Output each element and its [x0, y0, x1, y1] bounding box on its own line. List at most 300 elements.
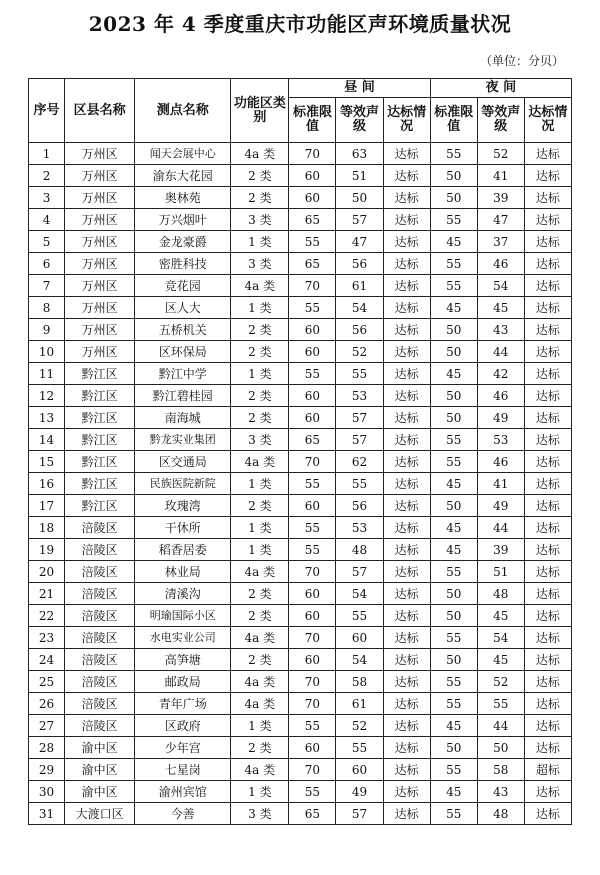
cell-zone-class: 3 类: [231, 209, 289, 231]
cell-day-eq-level: 49: [336, 781, 383, 803]
cell-day-status: 达标: [383, 583, 430, 605]
cell-day-status: 达标: [383, 605, 430, 627]
cell-night-std-limit: 55: [430, 561, 477, 583]
cell-zone-class: 2 类: [231, 341, 289, 363]
cell-zone-class: 4a 类: [231, 627, 289, 649]
table-row: [29, 627, 572, 649]
cell-zone-class: 1 类: [231, 539, 289, 561]
cell-no: 23: [29, 627, 65, 649]
cell-day-status: 达标: [383, 407, 430, 429]
cell-night-std-limit: 50: [430, 341, 477, 363]
cell-district: 万州区: [65, 165, 135, 187]
cell-day-eq-level: 60: [336, 627, 383, 649]
cell-night-std-limit: 50: [430, 583, 477, 605]
cell-day-eq-level: 57: [336, 209, 383, 231]
cell-night-std-limit: 45: [430, 473, 477, 495]
cell-site: 今善: [135, 803, 231, 825]
cell-night-status: 达标: [524, 209, 571, 231]
cell-no: 14: [29, 429, 65, 451]
cell-day-eq-level: 53: [336, 517, 383, 539]
table-row: [29, 693, 572, 715]
cell-day-std-limit: 60: [289, 605, 336, 627]
cell-night-status: 达标: [524, 473, 571, 495]
cell-no: 25: [29, 671, 65, 693]
cell-day-std-limit: 60: [289, 341, 336, 363]
cell-night-eq-level: 50: [477, 737, 524, 759]
cell-site: 明瑜国际小区: [135, 605, 231, 627]
cell-day-eq-level: 55: [336, 363, 383, 385]
cell-night-std-limit: 55: [430, 627, 477, 649]
cell-no: 30: [29, 781, 65, 803]
cell-day-status: 达标: [383, 363, 430, 385]
cell-site: 闻天会展中心: [135, 143, 231, 165]
cell-district: 涪陵区: [65, 649, 135, 671]
cell-zone-class: 3 类: [231, 429, 289, 451]
cell-no: 6: [29, 253, 65, 275]
cell-no: 31: [29, 803, 65, 825]
cell-day-status: 达标: [383, 671, 430, 693]
header-day-eq-level: 等效声级: [336, 98, 383, 143]
cell-day-eq-level: 52: [336, 341, 383, 363]
table-row: [29, 561, 572, 583]
cell-no: 2: [29, 165, 65, 187]
cell-night-eq-level: 39: [477, 187, 524, 209]
table-row: [29, 671, 572, 693]
cell-day-eq-level: 57: [336, 561, 383, 583]
cell-night-status: 达标: [524, 715, 571, 737]
cell-day-status: 达标: [383, 429, 430, 451]
header-zone-class: 功能区类别: [231, 79, 289, 143]
cell-no: 20: [29, 561, 65, 583]
cell-district: 黔江区: [65, 429, 135, 451]
cell-site: 七星岗: [135, 759, 231, 781]
cell-night-std-limit: 50: [430, 385, 477, 407]
cell-night-std-limit: 50: [430, 187, 477, 209]
cell-night-eq-level: 51: [477, 561, 524, 583]
cell-night-std-limit: 50: [430, 319, 477, 341]
cell-site: 清溪沟: [135, 583, 231, 605]
cell-night-status: 达标: [524, 539, 571, 561]
cell-night-std-limit: 45: [430, 363, 477, 385]
cell-no: 5: [29, 231, 65, 253]
cell-night-eq-level: 41: [477, 165, 524, 187]
cell-site: 稻香居委: [135, 539, 231, 561]
cell-site: 区政府: [135, 715, 231, 737]
cell-night-status: 达标: [524, 671, 571, 693]
cell-zone-class: 4a 类: [231, 561, 289, 583]
cell-day-status: 达标: [383, 473, 430, 495]
cell-day-std-limit: 65: [289, 429, 336, 451]
header-night-status: 达标情况: [524, 98, 571, 143]
cell-site: 区人大: [135, 297, 231, 319]
cell-night-std-limit: 55: [430, 253, 477, 275]
cell-no: 16: [29, 473, 65, 495]
cell-day-std-limit: 60: [289, 495, 336, 517]
cell-day-status: 达标: [383, 539, 430, 561]
cell-day-std-limit: 55: [289, 517, 336, 539]
cell-zone-class: 1 类: [231, 715, 289, 737]
cell-night-status: 达标: [524, 451, 571, 473]
table-row: [29, 495, 572, 517]
cell-day-status: 达标: [383, 517, 430, 539]
table-row: [29, 649, 572, 671]
cell-zone-class: 2 类: [231, 495, 289, 517]
cell-district: 黔江区: [65, 385, 135, 407]
cell-night-status: 达标: [524, 231, 571, 253]
cell-night-eq-level: 54: [477, 627, 524, 649]
cell-day-eq-level: 51: [336, 165, 383, 187]
cell-no: 10: [29, 341, 65, 363]
cell-no: 3: [29, 187, 65, 209]
table-row: [29, 473, 572, 495]
cell-zone-class: 4a 类: [231, 693, 289, 715]
cell-night-status: 达标: [524, 143, 571, 165]
header-district: 区县名称: [65, 79, 135, 143]
noise-quality-table: [28, 78, 572, 825]
cell-district: 万州区: [65, 231, 135, 253]
header-day-std-limit: 标准限值: [289, 98, 336, 143]
cell-district: 渝中区: [65, 781, 135, 803]
cell-day-eq-level: 54: [336, 583, 383, 605]
cell-district: 渝中区: [65, 737, 135, 759]
cell-day-std-limit: 60: [289, 319, 336, 341]
cell-day-std-limit: 55: [289, 297, 336, 319]
cell-site: 区交通局: [135, 451, 231, 473]
cell-night-eq-level: 46: [477, 253, 524, 275]
header-night: 夜 间: [430, 79, 571, 98]
cell-district: 万州区: [65, 297, 135, 319]
cell-night-eq-level: 48: [477, 583, 524, 605]
cell-no: 19: [29, 539, 65, 561]
cell-night-std-limit: 45: [430, 539, 477, 561]
cell-district: 万州区: [65, 275, 135, 297]
cell-day-eq-level: 61: [336, 693, 383, 715]
cell-day-std-limit: 55: [289, 363, 336, 385]
cell-zone-class: 4a 类: [231, 451, 289, 473]
cell-night-status: 达标: [524, 385, 571, 407]
cell-zone-class: 2 类: [231, 605, 289, 627]
cell-site: 万兴烟叶: [135, 209, 231, 231]
cell-day-eq-level: 52: [336, 715, 383, 737]
cell-zone-class: 2 类: [231, 187, 289, 209]
table-row: [29, 143, 572, 165]
cell-night-eq-level: 37: [477, 231, 524, 253]
cell-day-std-limit: 70: [289, 693, 336, 715]
cell-night-std-limit: 50: [430, 605, 477, 627]
cell-day-std-limit: 60: [289, 385, 336, 407]
header-no: 序号: [29, 79, 65, 143]
cell-day-std-limit: 65: [289, 209, 336, 231]
cell-no: 21: [29, 583, 65, 605]
cell-district: 涪陵区: [65, 583, 135, 605]
cell-site: 区环保局: [135, 341, 231, 363]
cell-site: 少年宫: [135, 737, 231, 759]
cell-day-std-limit: 55: [289, 781, 336, 803]
cell-site: 奥林苑: [135, 187, 231, 209]
cell-night-status: 达标: [524, 253, 571, 275]
cell-day-eq-level: 56: [336, 495, 383, 517]
cell-night-status: 达标: [524, 363, 571, 385]
cell-day-eq-level: 48: [336, 539, 383, 561]
cell-site: 渝州宾馆: [135, 781, 231, 803]
table-row: [29, 429, 572, 451]
cell-night-status: 达标: [524, 429, 571, 451]
cell-night-std-limit: 55: [430, 275, 477, 297]
cell-day-status: 达标: [383, 803, 430, 825]
cell-zone-class: 4a 类: [231, 143, 289, 165]
cell-night-eq-level: 58: [477, 759, 524, 781]
cell-night-status: 达标: [524, 517, 571, 539]
cell-site: 南海城: [135, 407, 231, 429]
cell-day-std-limit: 60: [289, 165, 336, 187]
cell-day-status: 达标: [383, 341, 430, 363]
table-row: [29, 319, 572, 341]
cell-no: 12: [29, 385, 65, 407]
cell-zone-class: 4a 类: [231, 275, 289, 297]
cell-no: 29: [29, 759, 65, 781]
cell-day-status: 达标: [383, 231, 430, 253]
cell-no: 26: [29, 693, 65, 715]
cell-night-eq-level: 46: [477, 385, 524, 407]
cell-district: 黔江区: [65, 451, 135, 473]
cell-district: 涪陵区: [65, 561, 135, 583]
cell-district: 涪陵区: [65, 517, 135, 539]
cell-day-std-limit: 70: [289, 671, 336, 693]
cell-district: 涪陵区: [65, 671, 135, 693]
cell-day-status: 达标: [383, 451, 430, 473]
cell-no: 4: [29, 209, 65, 231]
cell-day-std-limit: 70: [289, 759, 336, 781]
table-row: [29, 737, 572, 759]
cell-night-status: 达标: [524, 693, 571, 715]
cell-night-std-limit: 55: [430, 803, 477, 825]
cell-day-status: 达标: [383, 715, 430, 737]
cell-night-std-limit: 55: [430, 671, 477, 693]
cell-day-status: 达标: [383, 781, 430, 803]
cell-night-status: 达标: [524, 275, 571, 297]
cell-day-eq-level: 61: [336, 275, 383, 297]
cell-night-status: 达标: [524, 583, 571, 605]
cell-day-status: 达标: [383, 187, 430, 209]
cell-no: 27: [29, 715, 65, 737]
cell-day-std-limit: 70: [289, 451, 336, 473]
cell-night-eq-level: 49: [477, 407, 524, 429]
cell-day-eq-level: 57: [336, 803, 383, 825]
cell-night-eq-level: 55: [477, 693, 524, 715]
cell-night-std-limit: 45: [430, 715, 477, 737]
cell-day-std-limit: 60: [289, 737, 336, 759]
cell-day-status: 达标: [383, 209, 430, 231]
cell-district: 大渡口区: [65, 803, 135, 825]
cell-night-status: 达标: [524, 649, 571, 671]
cell-no: 11: [29, 363, 65, 385]
cell-district: 万州区: [65, 253, 135, 275]
cell-district: 黔江区: [65, 495, 135, 517]
cell-night-status: 达标: [524, 407, 571, 429]
cell-day-status: 达标: [383, 275, 430, 297]
cell-day-std-limit: 60: [289, 583, 336, 605]
cell-day-status: 达标: [383, 143, 430, 165]
cell-day-std-limit: 55: [289, 473, 336, 495]
cell-night-status: 达标: [524, 165, 571, 187]
cell-night-std-limit: 45: [430, 781, 477, 803]
cell-night-eq-level: 42: [477, 363, 524, 385]
cell-zone-class: 2 类: [231, 583, 289, 605]
cell-day-status: 达标: [383, 737, 430, 759]
table-row: [29, 209, 572, 231]
cell-day-status: 达标: [383, 385, 430, 407]
cell-night-status: 达标: [524, 803, 571, 825]
cell-zone-class: 2 类: [231, 165, 289, 187]
cell-no: 28: [29, 737, 65, 759]
cell-night-status: 超标: [524, 759, 571, 781]
cell-site: 高笋塘: [135, 649, 231, 671]
cell-zone-class: 4a 类: [231, 671, 289, 693]
cell-site: 渝东大花园: [135, 165, 231, 187]
cell-district: 黔江区: [65, 363, 135, 385]
cell-district: 黔江区: [65, 407, 135, 429]
cell-day-std-limit: 60: [289, 187, 336, 209]
table-row: [29, 385, 572, 407]
cell-zone-class: 1 类: [231, 297, 289, 319]
cell-night-std-limit: 55: [430, 143, 477, 165]
cell-day-eq-level: 60: [336, 759, 383, 781]
cell-day-eq-level: 53: [336, 385, 383, 407]
cell-zone-class: 1 类: [231, 231, 289, 253]
unit-note: （单位：分贝）: [479, 54, 564, 68]
cell-district: 万州区: [65, 319, 135, 341]
table-row: [29, 407, 572, 429]
cell-night-eq-level: 43: [477, 781, 524, 803]
cell-zone-class: 2 类: [231, 737, 289, 759]
cell-zone-class: 1 类: [231, 473, 289, 495]
cell-day-std-limit: 65: [289, 253, 336, 275]
cell-night-std-limit: 50: [430, 165, 477, 187]
cell-site: 黔龙实业集团: [135, 429, 231, 451]
cell-day-std-limit: 70: [289, 143, 336, 165]
cell-day-std-limit: 70: [289, 275, 336, 297]
cell-district: 万州区: [65, 187, 135, 209]
cell-site: 五桥机关: [135, 319, 231, 341]
cell-night-eq-level: 39: [477, 539, 524, 561]
cell-district: 涪陵区: [65, 693, 135, 715]
cell-zone-class: 3 类: [231, 803, 289, 825]
table-row: [29, 275, 572, 297]
cell-zone-class: 2 类: [231, 407, 289, 429]
cell-zone-class: 1 类: [231, 363, 289, 385]
cell-night-status: 达标: [524, 561, 571, 583]
cell-night-std-limit: 45: [430, 297, 477, 319]
table-row: [29, 781, 572, 803]
cell-day-eq-level: 57: [336, 407, 383, 429]
cell-district: 涪陵区: [65, 627, 135, 649]
table-row: [29, 253, 572, 275]
cell-night-eq-level: 46: [477, 451, 524, 473]
cell-night-eq-level: 44: [477, 715, 524, 737]
cell-district: 黔江区: [65, 473, 135, 495]
cell-day-eq-level: 57: [336, 429, 383, 451]
cell-district: 万州区: [65, 143, 135, 165]
cell-night-status: 达标: [524, 605, 571, 627]
cell-site: 干休所: [135, 517, 231, 539]
table-row: [29, 187, 572, 209]
cell-day-status: 达标: [383, 495, 430, 517]
cell-zone-class: 2 类: [231, 385, 289, 407]
cell-night-eq-level: 44: [477, 517, 524, 539]
cell-day-status: 达标: [383, 649, 430, 671]
cell-night-eq-level: 45: [477, 649, 524, 671]
table-row: [29, 231, 572, 253]
cell-day-std-limit: 55: [289, 539, 336, 561]
cell-night-eq-level: 47: [477, 209, 524, 231]
cell-night-std-limit: 55: [430, 759, 477, 781]
header-day: 昼 间: [289, 79, 430, 98]
cell-district: 涪陵区: [65, 539, 135, 561]
cell-night-eq-level: 41: [477, 473, 524, 495]
cell-site: 民族医院新院: [135, 473, 231, 495]
cell-day-status: 达标: [383, 693, 430, 715]
cell-day-std-limit: 70: [289, 627, 336, 649]
table-row: [29, 451, 572, 473]
table-row: [29, 583, 572, 605]
table-row: [29, 517, 572, 539]
cell-night-status: 达标: [524, 781, 571, 803]
cell-site: 青年广场: [135, 693, 231, 715]
cell-day-std-limit: 55: [289, 231, 336, 253]
header-night-std-limit: 标准限值: [430, 98, 477, 143]
cell-night-std-limit: 55: [430, 693, 477, 715]
cell-day-eq-level: 54: [336, 297, 383, 319]
table-row: [29, 715, 572, 737]
cell-day-status: 达标: [383, 253, 430, 275]
cell-day-status: 达标: [383, 319, 430, 341]
cell-night-status: 达标: [524, 187, 571, 209]
cell-no: 7: [29, 275, 65, 297]
cell-night-eq-level: 44: [477, 341, 524, 363]
table-row: [29, 297, 572, 319]
cell-night-eq-level: 45: [477, 605, 524, 627]
document-title: 2023 年 4 季度重庆市功能区声环境质量状况: [88, 12, 512, 36]
cell-day-eq-level: 58: [336, 671, 383, 693]
cell-zone-class: 2 类: [231, 319, 289, 341]
cell-site: 黔江碧桂园: [135, 385, 231, 407]
cell-night-eq-level: 53: [477, 429, 524, 451]
cell-district: 万州区: [65, 209, 135, 231]
table-row: [29, 165, 572, 187]
cell-day-std-limit: 60: [289, 407, 336, 429]
cell-day-eq-level: 47: [336, 231, 383, 253]
cell-day-status: 达标: [383, 297, 430, 319]
cell-site: 金龙豪爵: [135, 231, 231, 253]
cell-day-eq-level: 55: [336, 605, 383, 627]
cell-zone-class: 4a 类: [231, 759, 289, 781]
cell-site: 黔江中学: [135, 363, 231, 385]
cell-no: 9: [29, 319, 65, 341]
cell-no: 1: [29, 143, 65, 165]
cell-zone-class: 3 类: [231, 253, 289, 275]
cell-no: 22: [29, 605, 65, 627]
cell-night-std-limit: 50: [430, 495, 477, 517]
cell-day-eq-level: 56: [336, 319, 383, 341]
cell-night-std-limit: 50: [430, 649, 477, 671]
cell-night-std-limit: 50: [430, 407, 477, 429]
cell-night-status: 达标: [524, 495, 571, 517]
cell-site: 竞花园: [135, 275, 231, 297]
cell-day-status: 达标: [383, 759, 430, 781]
cell-day-eq-level: 55: [336, 473, 383, 495]
cell-day-status: 达标: [383, 627, 430, 649]
cell-night-status: 达标: [524, 627, 571, 649]
